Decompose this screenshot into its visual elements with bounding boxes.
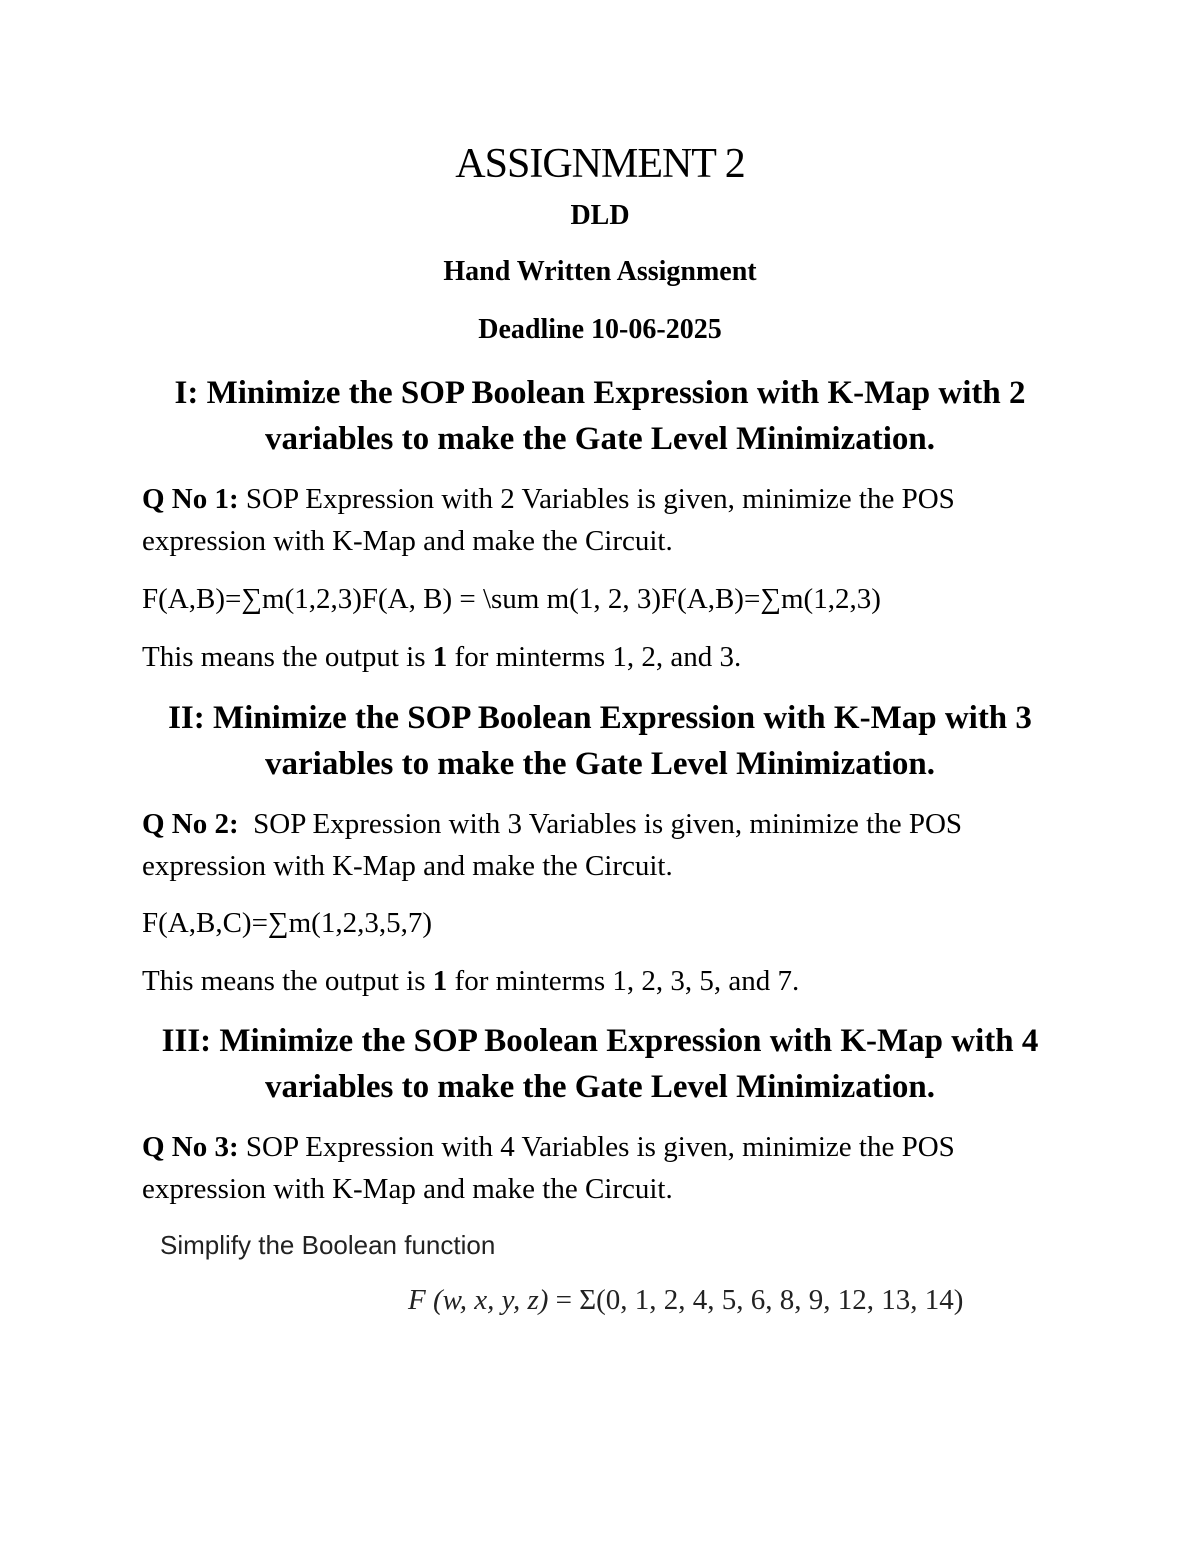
assignment-type: Hand Written Assignment xyxy=(443,256,757,287)
meaning-1-prefix: This means the output is xyxy=(142,641,433,673)
question-2-meaning xyxy=(142,960,1062,1002)
meaning-2-value: 1 xyxy=(432,965,448,997)
embedded-image-formula xyxy=(408,1284,963,1317)
question-1 xyxy=(142,478,1062,562)
embedded-image-caption: Simplify the Boolean function xyxy=(160,1230,496,1260)
meaning-2-suffix: for minterms 1, 2, 3, 5, and 7. xyxy=(447,965,800,997)
question-2-formula: F(A,B,C)=∑m(1,2,3,5,7) xyxy=(142,907,432,939)
section-1-heading: I: Minimize the SOP Boolean Expression with K-Map with 2 variables to make the Gate Level Minimization. xyxy=(174,375,1026,457)
question-2-text: SOP Expression with 3 Variables is given, minimize the POS expression with K-Map and make the Circuit. xyxy=(142,808,970,882)
formula-lhs: F (w, x, y, z) xyxy=(408,1284,549,1316)
meaning-2-prefix: This means the output is xyxy=(142,965,433,997)
question-1-formula: F(A,B)=∑m(1,2,3)F(A, B) = \sum m(1, 2, 3)F(A,B)=∑m(1,2,3) xyxy=(142,583,881,615)
question-2 xyxy=(142,803,1062,887)
question-1-meaning xyxy=(142,636,1062,678)
assignment-title: ASSIGNMENT 2 xyxy=(455,141,745,187)
question-3 xyxy=(142,1126,1062,1210)
question-3-text: SOP Expression with 4 Variables is given, minimize the POS expression with K-Map and make the Circuit. xyxy=(142,1131,955,1205)
course-name: DLD xyxy=(570,200,630,231)
section-3-heading: III: Minimize the SOP Boolean Expression with K-Map with 4 variables to make the Gate Level Minimization. xyxy=(161,1023,1039,1105)
meaning-1-value: 1 xyxy=(432,641,448,673)
meaning-1-suffix: for minterms 1, 2, and 3. xyxy=(447,641,742,673)
question-3-label: Q No 3: xyxy=(142,1131,239,1163)
formula-rhs: = Σ(0, 1, 2, 4, 5, 6, 8, 9, 12, 13, 14) xyxy=(548,1284,964,1316)
question-1-text: SOP Expression with 2 Variables is given, minimize the POS expression with K-Map and make the Circuit. xyxy=(142,483,955,557)
question-2-label: Q No 2: xyxy=(142,808,239,840)
deadline: Deadline 10-06-2025 xyxy=(478,314,722,345)
question-1-label: Q No 1: xyxy=(142,483,239,515)
section-2-heading: II: Minimize the SOP Boolean Expression with K-Map with 3 variables to make the Gate Level Minimization. xyxy=(168,700,1032,782)
